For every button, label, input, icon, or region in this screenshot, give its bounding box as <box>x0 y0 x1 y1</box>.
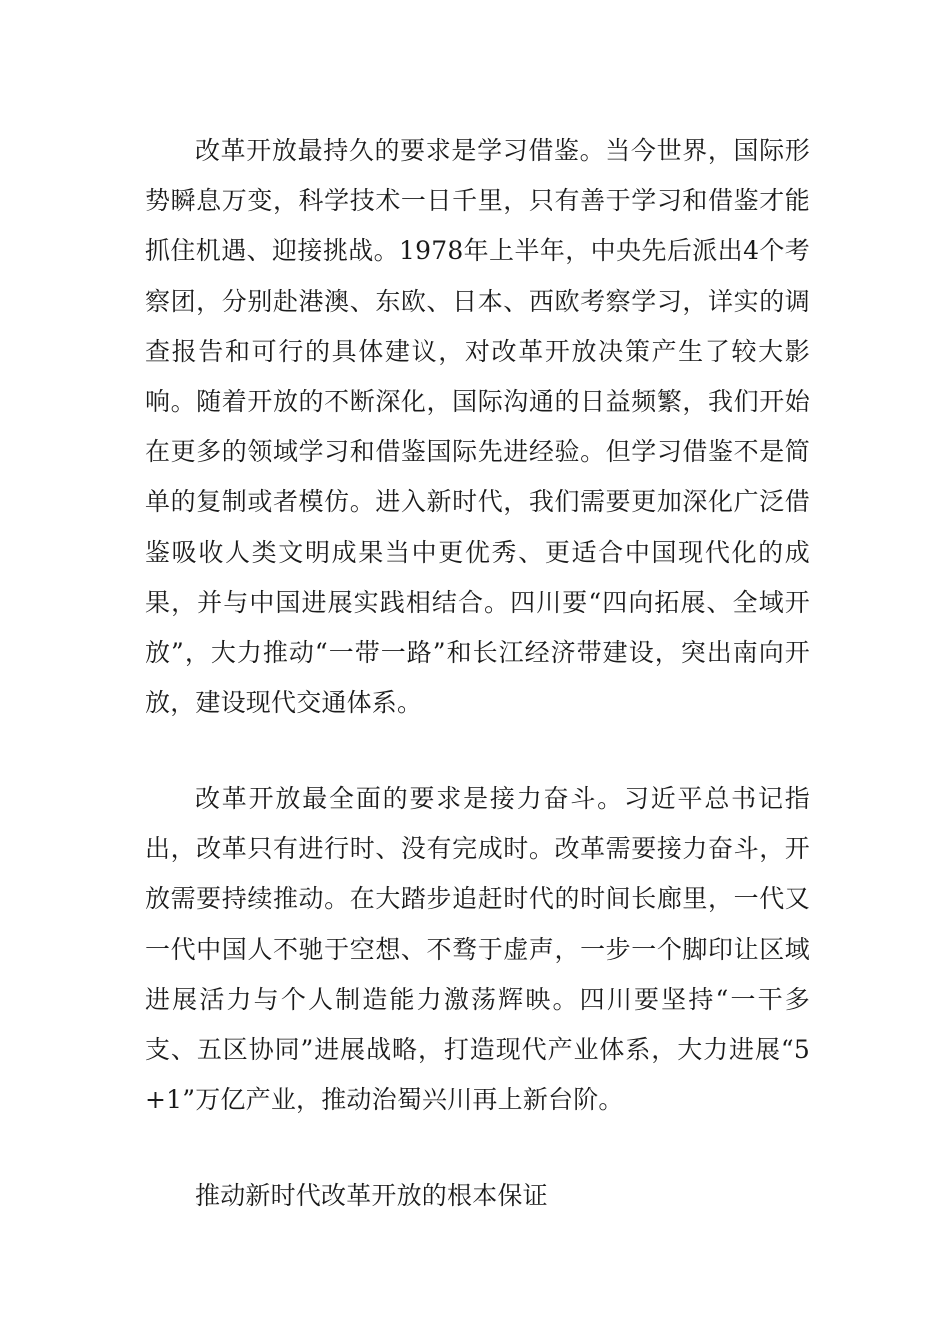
paragraph-relay-struggle: 改革开放最全面的要求是接力奋斗。习近平总书记指出，改革只有进行时、没有完成时。改革需要接力奋斗，开放需要持续推动。在大踏步追赶时代的时间长廊里，一代又一代中国人不驰于空想、不骛于虚声，一步一个脚印让区域进展活力与个人制造能力激荡辉映。四川要坚持“一干多支、五区协同”进展战略，打造现代产业体系，大力进展“5+1”万亿产业，推动治蜀兴川再上新台阶。 <box>145 784 810 1115</box>
paragraph-learning-reference: 改革开放最持久的要求是学习借鉴。当今世界，国际形势瞬息万变，科学技术一日千里，只有善于学习和借鉴才能抓住机遇、迎接挑战。1978年上半年，中央先后派出4个考察团，分别赴港澳、东欧、日本、西欧考察学习，详实的调查报告和可行的具体建议，对改革开放决策产生了较大影响。随着开放的不断深化，国际沟通的日益频繁，我们开始在更多的领域学习和借鉴国际先进经验。但学习借鉴不是简单的复制或者模仿。进入新时代，我们需要更加深化广泛借鉴吸收人类文明成果当中更优秀、更适合中国现代化的成果，并与中国进展实践相结合。四川要“四向拓展、全域开放”，大力推动“一带一路”和长江经济带建设，突出南向开放，建设现代交通体系。 <box>145 136 810 718</box>
section-heading-fundamental-guarantee: 推动新时代改革开放的根本保证 <box>195 1181 548 1210</box>
